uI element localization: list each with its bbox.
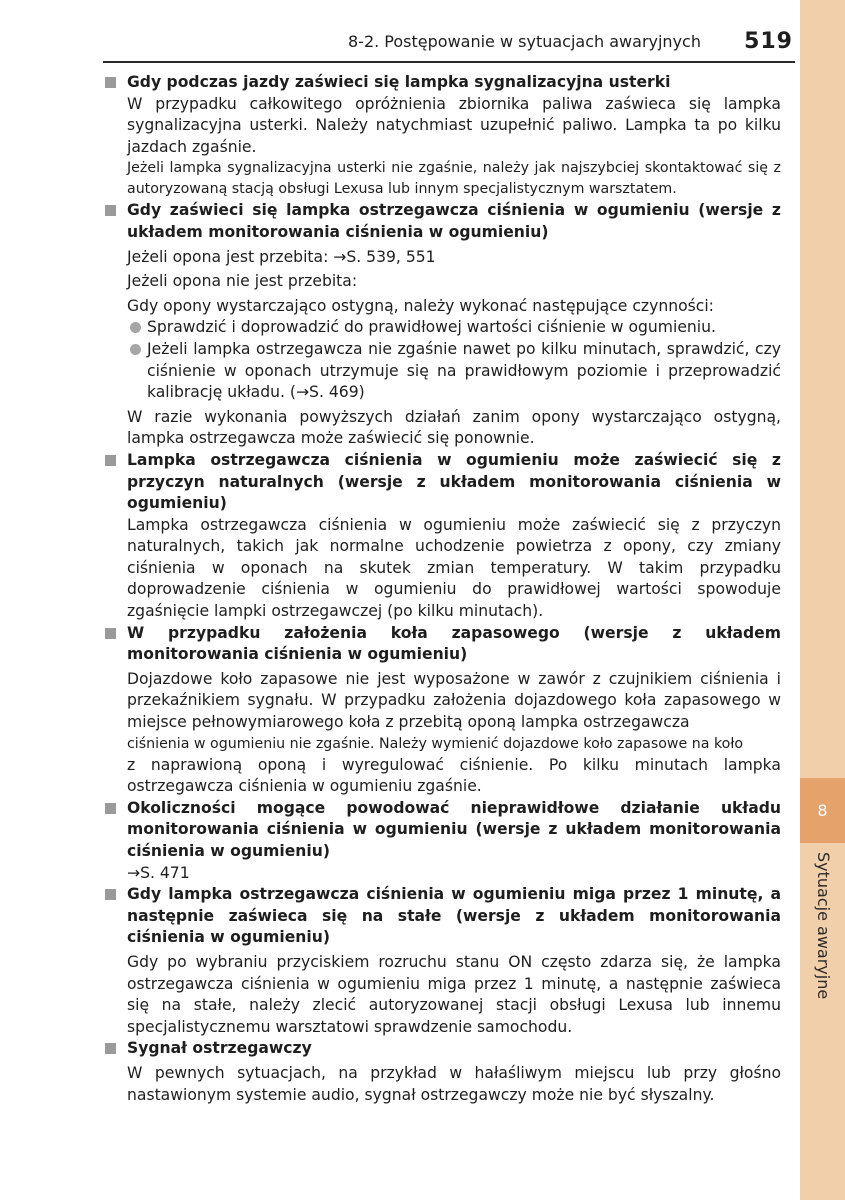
square-bullet-icon <box>105 628 116 639</box>
square-bullet-icon <box>105 1043 116 1054</box>
section-heading: Lampka ostrzegawcza ciśnienia w ogumieniu może zaświecić się z przyczyn naturalnych (wersje z układem monitorowania ciśnienia w ogumieniu) <box>103 450 781 515</box>
section-natural-causes <box>103 450 781 623</box>
square-bullet-icon <box>105 889 116 900</box>
page-content <box>103 72 781 1106</box>
paragraph: W przypadku całkowitego opróżnienia zbiornika paliwa zaświeca się lampka sygnalizacyjna usterki. Należy natychmiast uzupełnić paliwo. Lampka ta po kilku jazdach zgaśnie. <box>127 94 781 156</box>
paragraph: Lampka ostrzegawcza ciśnienia w ogumieniu może zaświecić się z przyczyn naturalnych, takich jak normalne uchodzenie powietrza z opony, czy zmiany ciśnienia w oponach na skutek zmian temperatury. W takim przypadku doprowadzenie ciśnienia w ogumieniu do prawidłowej wartości spowoduje zgaśnięcie lampki ostrzegawczej (po kilku minutach). <box>127 515 781 621</box>
header-section-title: 8-2. Postępowanie w sytuacjach awaryjnych <box>348 31 701 51</box>
section-heading: Gdy zaświeci się lampka ostrzegawcza ciśnienia w ogumieniu (wersje z układem monitorowania ciśnienia w ogumieniu) <box>103 200 781 243</box>
chapter-number: 8 <box>817 801 828 820</box>
section-heading: Gdy podczas jazdy zaświeci się lampka sygnalizacyjna usterki <box>103 72 781 94</box>
page-number: 519 <box>744 28 793 54</box>
paragraph: →S. 471 <box>127 863 190 882</box>
section-heading: Okoliczności mogące powodować nieprawidłowe działanie układu monitorowania ciśnienia w ogumieniu (wersje z układem monitorowania ciśnienia w ogumieniu) <box>103 798 781 863</box>
paragraph: ciśnienia w ogumieniu nie zgaśnie. Należy wymienić dojazdowe koło zapasowe na koło <box>127 735 744 752</box>
header-divider <box>103 61 795 63</box>
paragraph: Gdy opony wystarczająco ostygną, należy wykonać następujące czynności: <box>127 296 714 315</box>
chapter-number-box <box>800 778 845 843</box>
square-bullet-icon <box>105 803 116 814</box>
paragraph: W razie wykonania powyższych działań zanim opony wystarczająco ostygną, lampka ostrzegawcza może zaświecić się ponownie. <box>127 407 781 448</box>
section-heading: Sygnał ostrzegawczy <box>103 1038 781 1060</box>
section-spare-wheel <box>103 623 781 798</box>
section-malfunction-circumstances <box>103 798 781 884</box>
paragraph: Jeżeli opona jest przebita: →S. 539, 551 <box>127 247 436 266</box>
section-warning-buzzer <box>103 1038 781 1106</box>
square-bullet-icon <box>105 205 116 216</box>
round-bullet-icon <box>130 344 141 355</box>
paragraph: Dojazdowe koło zapasowe nie jest wyposażone w zawór z czujnikiem ciśnienia i przekaźnikiem sygnału. W przypadku założenia dojazdowego koła zapasowego w miejsce pełnowymiarowego koła z przebitą oponą lampka ostrzegawcza <box>127 669 781 732</box>
chapter-label: Sytuacje awaryjne <box>814 852 833 1000</box>
section-heading: W przypadku założenia koła zapasowego (wersje z układem monitorowania ciśnienia w ogumieniu) <box>103 623 781 666</box>
square-bullet-icon <box>105 77 116 88</box>
paragraph: W pewnych sytuacjach, na przykład w hałaśliwym miejscu lub przy głośno nastawionym systemie audio, sygnał ostrzegawczy może nie być słyszalny. <box>127 1063 781 1104</box>
round-bullet-icon <box>130 322 141 333</box>
paragraph: Gdy po wybraniu przyciskiem rozruchu stanu ON często zdarza się, że lampka ostrzegawcza ciśnienia w ogumieniu miga przez 1 minutę, a następnie zaświeca się na stałe, należy zlecić autoryzowanej stacji obsługi Lexusa lub innemu specjalistycznemu warsztatowi sprawdzenie samochodu. <box>127 952 781 1036</box>
paragraph: Jeżeli opona nie jest przebita: <box>127 272 358 291</box>
section-malfunction-lamp <box>103 72 781 200</box>
section-lamp-blinking <box>103 884 781 1038</box>
section-heading: Gdy lampka ostrzegawcza ciśnienia w ogumieniu miga przez 1 minutę, a następnie zaświeca się na stałe (wersje z układem monitorowania ciśnienia w ogumieniu) <box>103 884 781 949</box>
list-item: Jeżeli lampka ostrzegawcza nie zgaśnie nawet po kilku minutach, sprawdzić, czy ciśnienie w oponach utrzymuje się na prawidłowym poziomie i przeprowadzić kalibrację układu. (→S. 469) <box>103 339 781 404</box>
list-item: Sprawdzić i doprowadzić do prawidłowej wartości ciśnienie w ogumieniu. <box>103 317 781 339</box>
section-tire-pressure-warning <box>103 200 781 450</box>
page-header <box>348 26 793 56</box>
paragraph: Jeżeli lampka sygnalizacyjna usterki nie zgaśnie, należy jak najszybciej skontaktować się z autoryzowaną stacją obsługi Lexusa lub innym specjalistycznym warsztatem. <box>127 160 781 198</box>
paragraph: z naprawioną oponą i wyregulować ciśnienie. Po kilku minutach lampka ostrzegawcza ciśnienia w ogumieniu zgaśnie. <box>127 755 781 796</box>
square-bullet-icon <box>105 455 116 466</box>
